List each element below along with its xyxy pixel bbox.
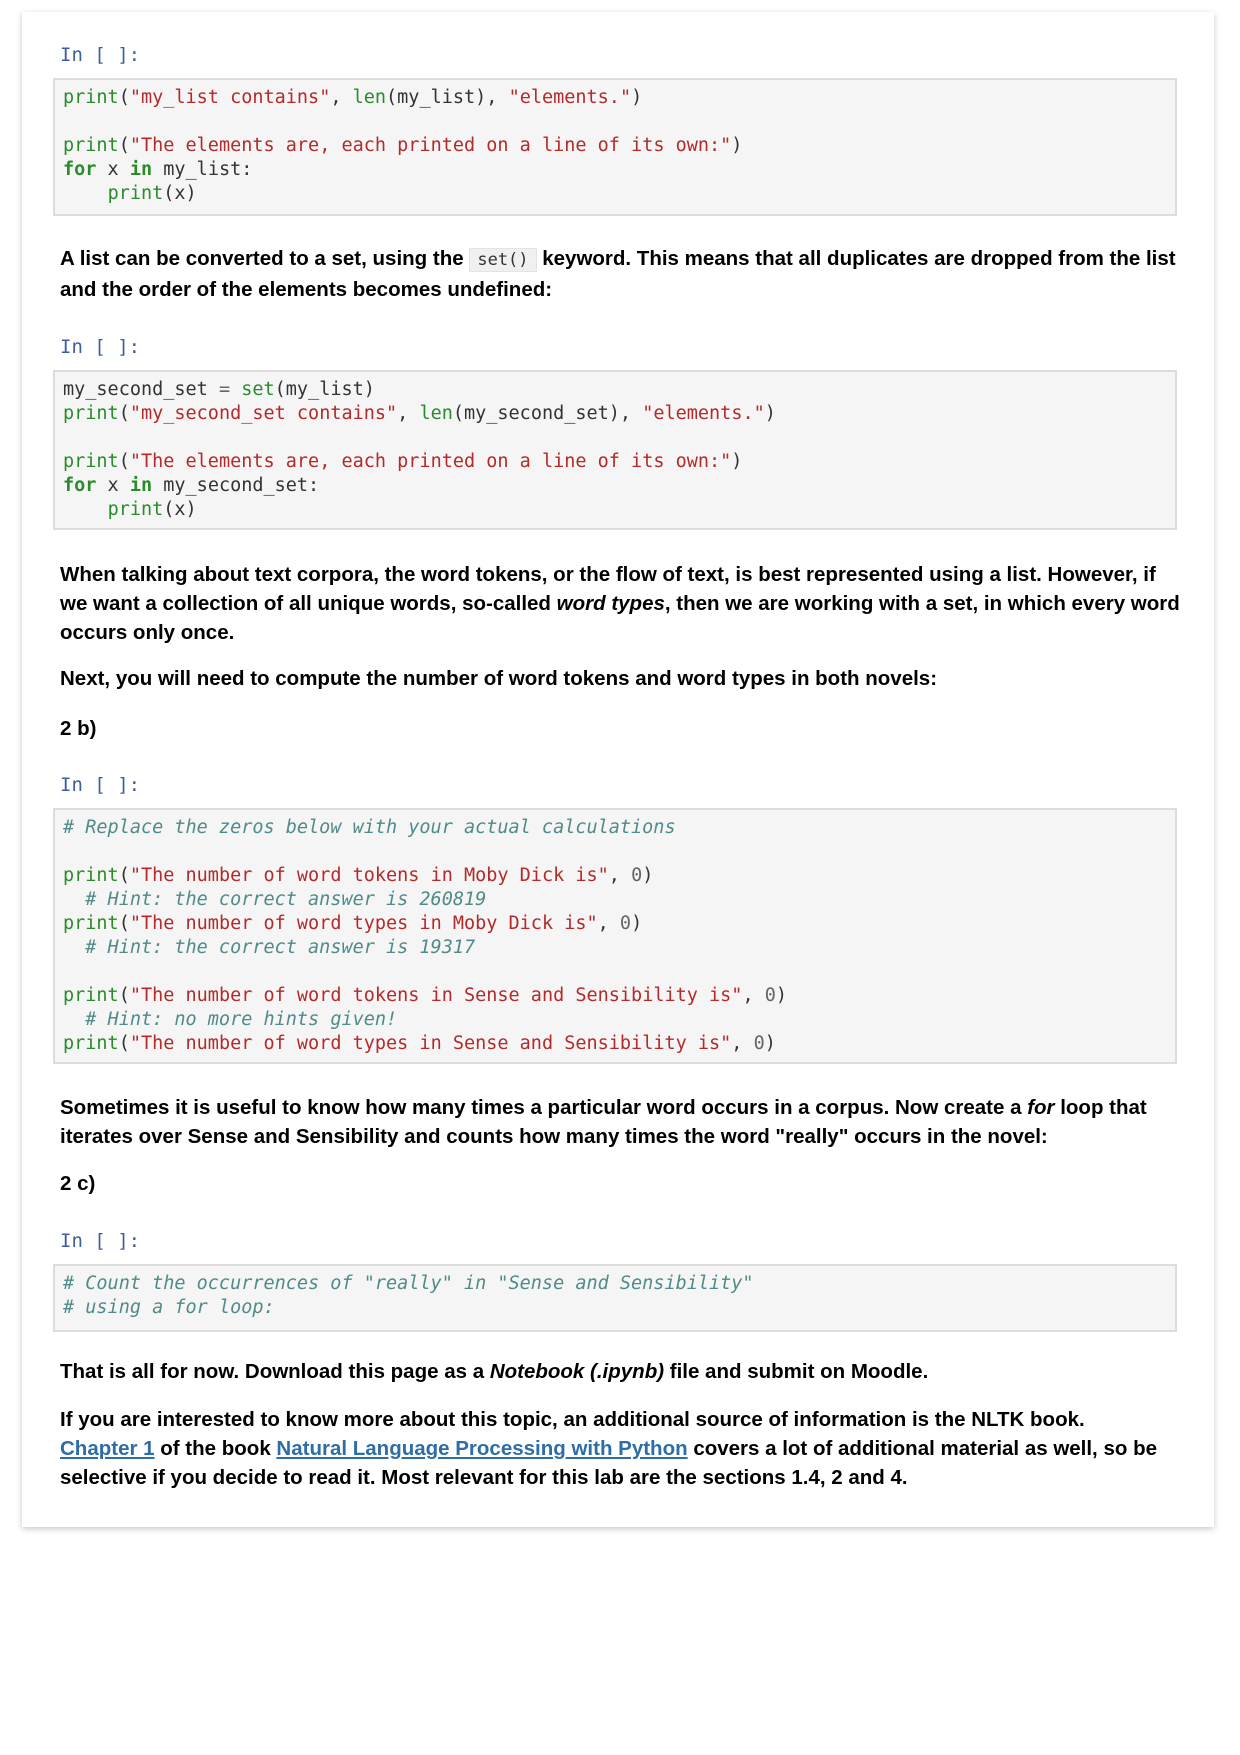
- code-string: "The elements are, each printed on a line of its own:": [129, 451, 732, 472]
- code-token: (x): [163, 499, 197, 520]
- code-cell-count-really[interactable]: [53, 1264, 1177, 1332]
- link-chapter-1[interactable]: Chapter 1: [60, 1437, 155, 1460]
- code-token: ): [764, 1033, 776, 1054]
- cell-prompt: In [ ]:: [60, 44, 141, 66]
- code-token: len: [419, 403, 453, 424]
- code-token: (: [118, 913, 130, 934]
- code-string: "The number of word tokens in Sense and Sensibility is": [129, 985, 743, 1006]
- code-token: x: [96, 475, 130, 496]
- cell-prompt: In [ ]:: [60, 336, 141, 358]
- inline-code-set: set(): [469, 248, 536, 272]
- paragraph-text: When talking about text corpora, the word tokens, or the flow of text, is best represented using a list. However, if we want a collection of all unique words, so-called: [60, 563, 1156, 615]
- code-number: 0: [631, 865, 643, 886]
- code-token: ,: [597, 913, 620, 934]
- code-token: ): [731, 135, 743, 156]
- paragraph-text: Sometimes it is useful to know how many times a particular word occurs in a corpus. Now create a: [60, 1096, 1028, 1119]
- code-string: "my_list contains": [129, 87, 331, 108]
- code-keyword: in: [129, 159, 153, 180]
- code-token: (: [118, 87, 130, 108]
- code-comment: # Replace the zeros below with your actual calculations: [63, 817, 676, 838]
- code-string: "elements.": [508, 87, 632, 108]
- code-token: print: [63, 865, 119, 886]
- code-comment: # using a for loop:: [63, 1297, 275, 1318]
- code-token: (my_list),: [386, 87, 509, 108]
- code-token: ): [764, 403, 776, 424]
- code-token: print: [107, 499, 164, 520]
- code-token: print: [63, 403, 119, 424]
- code-token: ,: [397, 403, 420, 424]
- code-token: (x): [163, 183, 197, 204]
- code-token: (: [118, 1033, 130, 1054]
- paragraph-tokens-types: [60, 560, 1180, 647]
- code-number: 0: [619, 913, 632, 934]
- code-token: ): [631, 913, 643, 934]
- code-comment: # Hint: the correct answer is 19317: [85, 937, 476, 958]
- heading-2b: 2 b): [60, 717, 97, 740]
- code-token: ): [731, 451, 743, 472]
- code-token: print: [63, 135, 119, 156]
- code-string: "my_second_set contains": [129, 403, 398, 424]
- code-keyword: in: [129, 475, 153, 496]
- code-token: (my_second_set),: [452, 403, 643, 424]
- code-cell-word-counts[interactable]: [53, 808, 1177, 1064]
- code-string: "The elements are, each printed on a line of its own:": [129, 135, 732, 156]
- paragraph-text: file and submit on Moodle.: [664, 1360, 929, 1383]
- code-number: 0: [753, 1033, 765, 1054]
- code-token: print: [63, 87, 119, 108]
- code-token: (: [118, 403, 130, 424]
- code-string: "elements.": [642, 403, 765, 424]
- code-token: ,: [742, 985, 765, 1006]
- code-token: my_second_set: [63, 379, 219, 400]
- paragraph-set-conversion: [60, 244, 1180, 304]
- code-cell-print-list[interactable]: [53, 78, 1177, 216]
- code-token: ,: [608, 865, 632, 886]
- code-token: x: [96, 159, 130, 180]
- code-comment: # Hint: no more hints given!: [85, 1009, 398, 1030]
- code-token: set: [241, 379, 275, 400]
- code-token: (: [118, 985, 130, 1006]
- code-keyword: for: [63, 159, 97, 180]
- paragraph-compute: Next, you will need to compute the number of word tokens and word types in both novels:: [60, 667, 938, 690]
- code-string: "The number of word types in Sense and Sensibility is": [129, 1033, 732, 1054]
- paragraph-download: [60, 1357, 1180, 1386]
- emphasis: Notebook (.ipynb): [489, 1360, 665, 1383]
- heading-2c: 2 c): [60, 1172, 96, 1195]
- paragraph-for-loop: [60, 1093, 1180, 1151]
- emphasis: word types: [556, 592, 665, 615]
- code-token: [230, 379, 241, 400]
- code-token: ): [775, 985, 787, 1006]
- code-token: ,: [330, 87, 353, 108]
- code-token: len: [352, 87, 387, 108]
- code-number: 0: [764, 985, 776, 1006]
- paragraph-text: If you are interested to know more about this topic, an additional source of information is the NLTK book.: [60, 1408, 1085, 1431]
- code-token: my_second_set:: [152, 475, 320, 496]
- code-comment: # Count the occurrences of "really" in "Sense and Sensibility": [63, 1273, 754, 1294]
- paragraph-text: That is all for now. Download this page as a: [60, 1360, 490, 1383]
- code-token: print: [107, 183, 164, 204]
- code-string: "The number of word tokens in Moby Dick is": [129, 865, 609, 886]
- cell-prompt: In [ ]:: [60, 1230, 141, 1252]
- paragraph-nltk-book: [60, 1405, 1180, 1492]
- paragraph-text: loop that iterates over Sense and Sensibility and counts how many times the word "really" occurs in the novel:: [60, 1096, 1147, 1148]
- link-nlp-with-python[interactable]: Natural Language Processing with Python: [276, 1437, 688, 1460]
- paragraph-text: A list can be converted to a set, using the: [60, 247, 464, 270]
- paragraph-text: , then we are working with a set, in which every word occurs only once.: [60, 592, 1180, 644]
- code-token: print: [63, 451, 119, 472]
- code-comment: # Hint: the correct answer is 260819: [85, 889, 487, 910]
- code-token: print: [63, 985, 119, 1006]
- code-keyword: for: [63, 475, 97, 496]
- code-token: ): [631, 87, 643, 108]
- code-token: ,: [731, 1033, 754, 1054]
- paragraph-text: keyword. This means that all duplicates are dropped from the list and the order of the elements becomes undefined:: [60, 247, 1176, 301]
- code-token: print: [63, 913, 119, 934]
- code-token: my_list:: [152, 159, 253, 180]
- code-string: "The number of word types in Moby Dick is": [129, 913, 598, 934]
- code-token: print: [63, 1033, 119, 1054]
- code-token: (: [118, 865, 130, 886]
- code-token: (: [118, 451, 130, 472]
- paragraph-text: covers a lot of additional material as well, so be selective if you decide to read it. Most relevant for this lab are the sections 1.4, 2 and 4.: [60, 1437, 1157, 1489]
- code-cell-set[interactable]: [53, 370, 1177, 530]
- code-token: (my_list): [274, 379, 375, 400]
- code-token: =: [218, 379, 231, 400]
- cell-prompt: In [ ]:: [60, 774, 141, 796]
- code-token: (: [118, 135, 130, 156]
- emphasis: for: [1027, 1096, 1055, 1119]
- code-token: ): [642, 865, 654, 886]
- paragraph-text: of the book: [154, 1437, 277, 1460]
